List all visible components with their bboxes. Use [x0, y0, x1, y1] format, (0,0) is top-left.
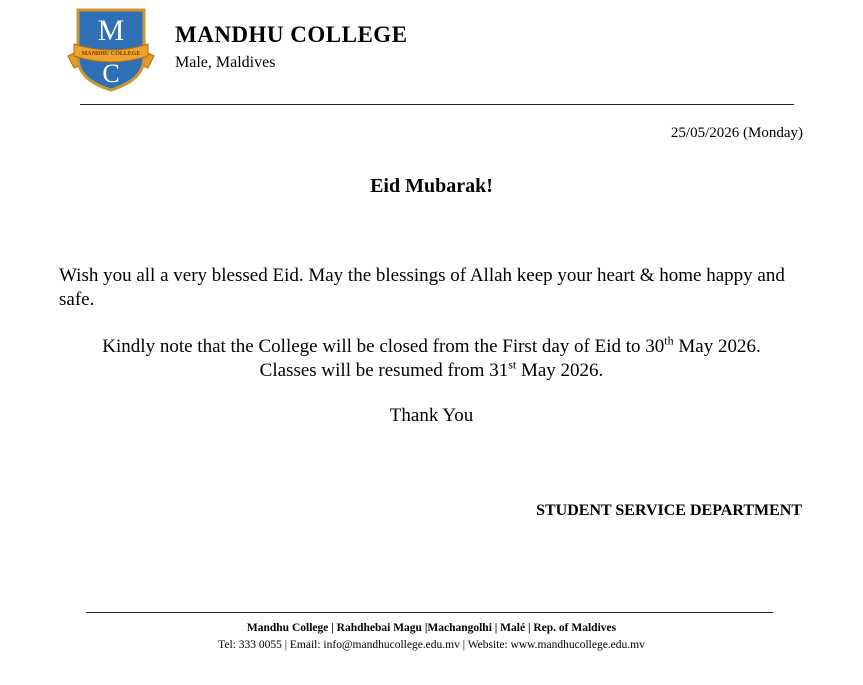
notice-title: Eid Mubarak! — [370, 175, 493, 197]
college-name: MANDHU COLLEGE — [175, 22, 408, 47]
college-crest-icon — [66, 6, 156, 92]
svg-text:C: C — [102, 59, 120, 88]
footer-address: Mandhu College | Rahdhebai Magu |Machangolhi | Malé | Rep. of Maldives — [246, 622, 617, 634]
footer-divider — [86, 612, 773, 613]
college-location: Male, Maldives — [175, 54, 276, 71]
greeting-paragraph: Wish you all a very blessed Eid. May the blessings of Allah keep your heart & home happy and safe. — [59, 265, 785, 310]
closure-paragraph — [0, 335, 863, 383]
notice-date: 25/05/2026 (Monday) — [670, 125, 803, 141]
logo-ribbon-text: MANDHU COLLEGE — [81, 51, 141, 57]
closure-line-2: Classes will be resumed from 31st May 2026. — [259, 357, 604, 381]
footer-contact: Tel: 333 0055 | Email: info@mandhucollege.edu.mv | Website: www.mandhucollege.edu.mv — [218, 639, 645, 651]
college-logo — [66, 6, 156, 92]
signature-department: STUDENT SERVICE DEPARTMENT — [536, 502, 802, 519]
closure-line-1: Kindly note that the College will be closed from the First day of Eid to 30th May 2026. — [102, 333, 761, 357]
closing-text: Thank You — [389, 405, 474, 426]
header-divider — [80, 104, 794, 105]
svg-text:M: M — [97, 14, 125, 47]
